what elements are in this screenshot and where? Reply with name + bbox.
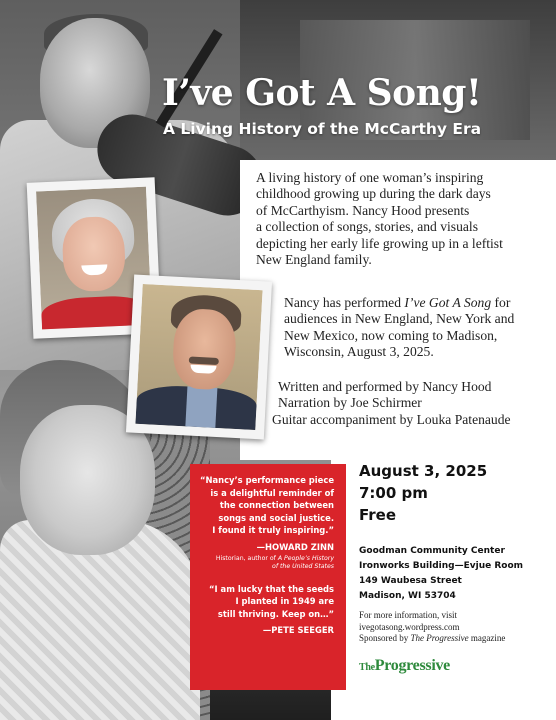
seeger-attribution: —PETE SEEGER	[262, 625, 334, 635]
performance-paragraph: Nancy has performed I’ve Got A Song for audiences in New England, New York and New Mexico, now coming to Madison, Wisconsin, August 3, 2025.	[284, 295, 515, 360]
quote-box	[190, 464, 346, 690]
show-title: I’ve Got A Song	[404, 295, 492, 310]
event-date: August 3, 2025	[359, 462, 488, 480]
intro-paragraph: A living history of one woman’s inspiring childhood growing up during the dark days of McCarthyism. Nancy Hood presents a collection of songs, stories, and visuals depicting her early life growing up in a leftist New England family.	[256, 170, 503, 268]
zinn-role: Historian, author of A People’s History of the United States	[215, 554, 334, 570]
event-price: Free	[359, 506, 397, 524]
credits	[272, 379, 554, 428]
seeger-quote: “I am lucky that the seeds I planted in 1949 are still thriving. Keep on…”	[209, 583, 334, 619]
venue-address: Goodman Community Center Ironworks Building—Evjue Room 149 Waubesa Street Madison, WI 53704	[359, 546, 524, 601]
joe-schirmer-photo	[126, 274, 272, 439]
more-info: For more information, visit ivegotasong.wordpress.com Sponsored by The Progressive magazine	[359, 610, 506, 644]
poster-title: I’ve Got A Song!	[162, 72, 482, 114]
poster-subtitle: A Living History of the McCarthy Era	[163, 120, 482, 138]
event-time: 7:00 pm	[359, 484, 428, 502]
zinn-attribution: —HOWARD ZINN	[256, 541, 334, 552]
credit-narration: Narration by Joe Schirmer	[278, 395, 422, 411]
credit-guitar: Guitar accompaniment by Louka Patenaude	[272, 411, 511, 427]
website-link[interactable]: ivegotasong.wordpress.com	[359, 621, 460, 632]
the-progressive-logo: TheProgressive	[359, 657, 450, 674]
zinn-quote: “Nancy’s performance piece is a delightful reminder of the connection between songs and social justice. I found it truly inspiring.”	[199, 475, 334, 535]
credit-writer: Written and performed by Nancy Hood	[278, 379, 492, 394]
